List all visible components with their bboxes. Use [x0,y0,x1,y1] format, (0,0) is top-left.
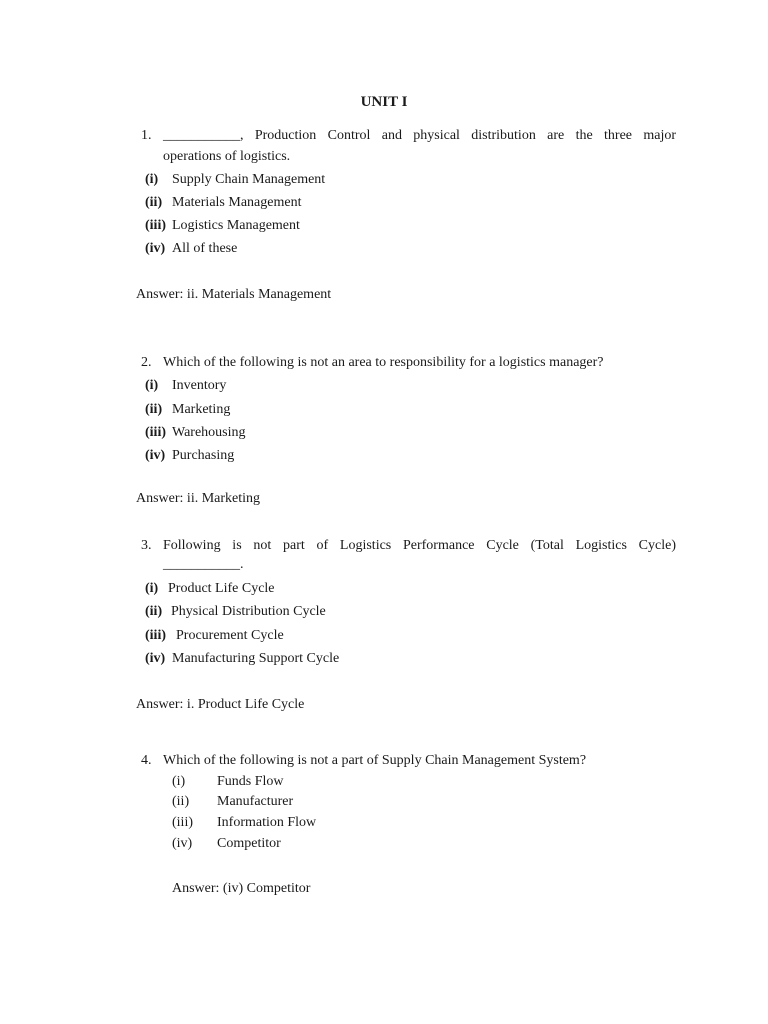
question-number: 1. [141,128,152,143]
option-numeral: (iv) [145,448,166,463]
option-text: Procurement Cycle [176,628,284,643]
page-title: UNIT I [360,94,408,110]
option-numeral: (iii) [145,218,166,233]
answer-text: Answer: ii. Materials Management [136,287,332,302]
option-text: Inventory [172,378,227,393]
question-text-line1: Following is not part of Logistics Performance Cycle (Total Logistics Cycle) [163,538,676,553]
answer-text: Answer: (iv) Competitor [172,881,311,896]
option-numeral: (ii) [145,604,163,619]
option-text: Marketing [172,402,231,417]
question-text-line1: Which of the following is not an area to responsibility for a logistics manager? [163,355,604,370]
option-text: Product Life Cycle [168,581,275,596]
option-numeral: (i) [145,172,159,187]
option-text: Purchasing [172,448,235,463]
option-text: Information Flow [217,815,317,830]
option-numeral: (iii) [145,628,166,643]
option-text: Supply Chain Management [172,172,326,187]
option-text: All of these [172,241,238,256]
answer-text: Answer: ii. Marketing [136,491,261,506]
option-numeral: (i) [172,774,186,789]
option-text: Materials Management [172,195,302,210]
option-numeral: (ii) [145,402,163,417]
option-text: Funds Flow [217,774,284,789]
answer-text: Answer: i. Product Life Cycle [136,697,305,712]
option-numeral: (iii) [172,815,193,830]
option-numeral: (iv) [145,241,166,256]
option-numeral: (ii) [145,195,163,210]
question-number: 3. [141,538,152,553]
question-text-line2: operations of logistics. [163,149,291,164]
option-numeral: (ii) [172,794,190,809]
option-numeral: (iv) [172,836,193,851]
option-text: Manufacturer [217,794,294,809]
question-text-line1: ___________, Production Control and physical distribution are the three major [163,128,676,143]
option-numeral: (i) [145,378,159,393]
option-numeral: (iv) [145,651,166,666]
question-number: 4. [141,753,152,768]
option-text: Warehousing [172,425,246,440]
option-text: Logistics Management [172,218,300,233]
question-text-line1: Which of the following is not a part of Supply Chain Management System? [163,753,587,768]
option-numeral: (i) [145,581,159,596]
option-text: Physical Distribution Cycle [171,604,326,619]
option-text: Manufacturing Support Cycle [172,651,340,666]
question-text-line2: ___________. [163,557,244,572]
question-number: 2. [141,355,152,370]
option-text: Competitor [217,836,281,851]
option-numeral: (iii) [145,425,166,440]
